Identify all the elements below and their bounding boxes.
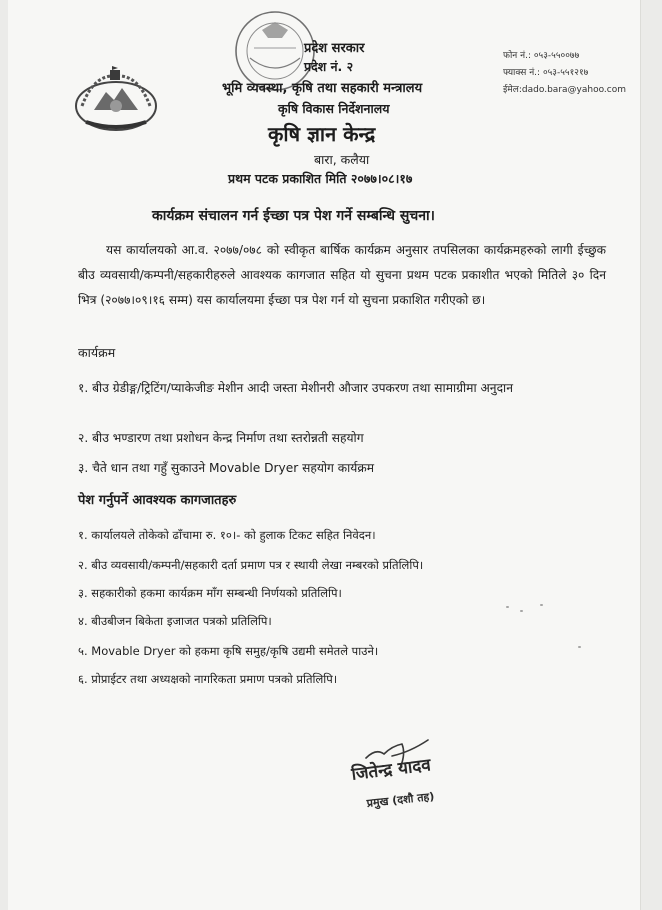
program-item: ३. चैते धान तथा गहुँ सुकाउने Movable Dryer सहयोग कार्यक्रम bbox=[78, 461, 375, 475]
header-government: प्रदेश सरकार bbox=[304, 41, 365, 56]
scan-speck bbox=[540, 604, 543, 606]
signatory-name: जितेन्द्र यादव bbox=[350, 755, 432, 785]
program-item: २. बीउ भण्डारण तथा प्रशोधन केन्द्र निर्माण तथा स्तरोन्नती सहयोग bbox=[78, 431, 364, 445]
requirement-item: ५. Movable Dryer को हकमा कृषि समुह/कृषि उद्यमी समेतले पाउने। bbox=[78, 644, 379, 658]
programs-heading: कार्यक्रम bbox=[78, 345, 116, 360]
nepal-emblem-icon bbox=[72, 66, 160, 134]
publication-date: प्रथम पटक प्रकाशित मिति २०७७।०८।१७ bbox=[228, 171, 413, 186]
requirement-item: ३. सहकारीको हकमा कार्यक्रम माँग सम्बन्धी निर्णयको प्रतिलिपि। bbox=[78, 586, 342, 600]
scan-speck bbox=[520, 610, 523, 612]
signatory-title: प्रमुख (दशौ तह) bbox=[366, 789, 435, 810]
header-province: प्रदेश नं. २ bbox=[304, 59, 354, 74]
requirements-heading: पेश गर्नुपर्ने आवश्यक कागजातहरु bbox=[78, 493, 237, 508]
header-directorate: कृषि विकास निर्देशनालय bbox=[278, 101, 390, 116]
requirement-item: ४. बीउबीजन बिकेता इजाजत पत्रको प्रतिलिपि। bbox=[78, 614, 272, 628]
office-name: कृषि ज्ञान केन्द्र bbox=[268, 122, 376, 146]
header-ministry: भूमि व्यवस्था, कृषि तथा सहकारी मन्त्रालय bbox=[222, 81, 423, 96]
notice-body bbox=[78, 238, 606, 313]
notice-subject: कार्यक्रम संचालन गर्न ईच्छा पत्र पेश गर्ने सम्बन्धि सुचना। bbox=[152, 208, 435, 224]
scan-speck bbox=[578, 646, 581, 648]
contact-fax: फ्याक्स नं.: ०५३-५५१२१७ bbox=[503, 68, 589, 78]
office-location: बारा, कलैया bbox=[314, 152, 370, 167]
requirement-item: १. कार्यालयले तोकेको ढाँचामा रु. १०।- को हुलाक टिकट सहित निवेदन। bbox=[78, 528, 376, 542]
contact-email: ईमेल:dado.bara@yahoo.com bbox=[503, 85, 627, 95]
program-item: १. बीउ ग्रेडीङ्ग/ट्रिटिंग/प्याकेजीङ मेशीन आदी जस्ता मेशीनरी औजार उपकरण तथा सामाग्रीमा अनुदान bbox=[78, 381, 513, 395]
requirement-item: २. बीउ व्यवसायी/कम्पनी/सहकारी दर्ता प्रमाण पत्र र स्थायी लेखा नम्बरको प्रतिलिपि। bbox=[78, 558, 424, 572]
intro-paragraph: यस कार्यालयको आ.व. २०७७/०७८ को स्वीकृत बार्षिक कार्यक्रम अनुसार तपसिलका कार्यक्रमहरुको लागी ईच्छुक बीउ व्यवसायी/कम्पनी/सहकारीहरुले आवश्यक कागजात सहित यो सुचना प्रथम पटक प्रकाशीत भएको मितिले ३० दिन भित्र (२०७७।०९।१६ सम्म) यस कार्यालयमा ईच्छा पत्र पेश गर्न यो सुचना प्रकाशित गरीएको छ। bbox=[78, 243, 606, 307]
scan-speck bbox=[506, 606, 509, 608]
requirement-item: ६. प्रोप्राईटर तथा अध्यक्षको नागरिकता प्रमाण पत्रको प्रतिलिपि। bbox=[78, 672, 338, 686]
contact-phone: फोन नं.: ०५३-५५००७७ bbox=[503, 51, 580, 61]
